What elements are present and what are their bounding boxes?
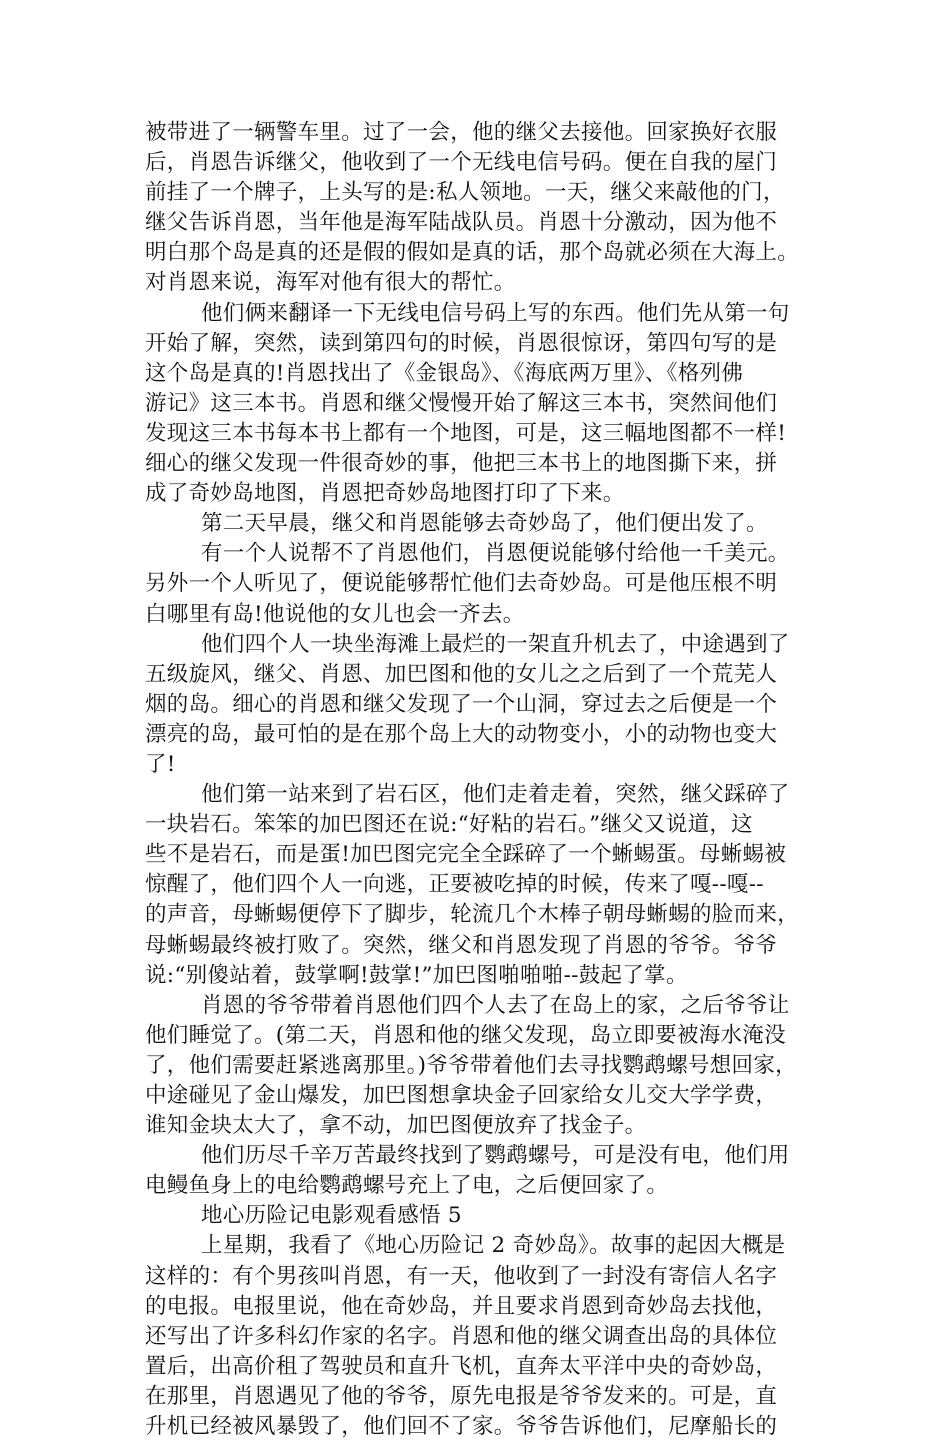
text-line: 游记》这三本书。肖恩和继父慢慢开始了解这三本书，突然间他们 [145,390,778,416]
text-line: 后，肖恩告诉继父，他收到了一个无线电信号码。便在自我的屋门 [145,150,778,176]
text-line: 了! [145,751,176,777]
text-line: 电鳗鱼身上的电给鹦鹉螺号充上了电，之后便回家了。 [145,1173,669,1199]
text-line: 的声音，母蜥蜴便停下了脚步，轮流几个木棒子朝母蜥蜴的脸而来， [145,902,800,928]
text-line: 的电报。电报里说，他在奇妙岛，并且要求肖恩到奇妙岛去找他， [145,1293,778,1319]
text-line: 些不是岩石，而是蛋!加巴图完完全全踩碎了一个蜥蜴蛋。母蜥蜴被 [145,842,787,868]
document-body [145,118,817,1442]
text-line: 惊醒了，他们四个人一向逃，正要被吃掉的时候，传来了嘎--嘎-- [145,872,764,898]
text-line: 说:“别傻站着，鼓掌啊!鼓掌!”加巴图啪啪啪--鼓起了掌。 [145,962,688,988]
text-line: 开始了解，突然，读到第四句的时候，肖恩很惊讶，第四句写的是 [145,330,778,356]
text-line: 他们睡觉了。(第二天，肖恩和他的继父发现，岛立即要被海水淹没 [145,1022,786,1048]
text-line: 还写出了许多科幻作家的名字。肖恩和他的继父调查出岛的具体位 [145,1323,778,1349]
text-line: 母蜥蜴最终被打败了。突然，继父和肖恩发现了肖恩的爷爷。爷爷 [145,932,778,958]
text-line: 另外一个人听见了，便说能够帮忙他们去奇妙岛。可是他压根不明 [145,571,778,597]
text-line: 这个岛是真的!肖恩找出了《金银岛》、《海底两万里》、《格列佛 [145,360,744,386]
text-line: 在那里，肖恩遇见了他的爷爷，原先电报是爷爷发来的。可是，直 [145,1383,778,1409]
text-line: 升机已经被风暴毁了，他们回不了家。爷爷告诉他们，尼摩船长的 [145,1414,778,1440]
paragraph-first-line: 第二天早晨，继父和肖恩能够去奇妙岛了，他们便出发了。 [201,511,768,537]
text-line: 白哪里有岛!他说他的女儿也会一齐去。 [145,601,525,627]
text-line: 谁知金块太大了，拿不动，加巴图便放弃了找金子。 [145,1113,647,1139]
text-line: 前挂了一个牌子，上头写的是:私人领地。一天，继父来敲他的门， [145,180,785,206]
text-line: 对肖恩来说，海军对他有很大的帮忙。 [145,270,516,296]
text-line: 置后，出高价租了驾驶员和直升飞机，直奔太平洋中央的奇妙岛， [145,1353,778,1379]
text-line: 漂亮的岛，最可怕的是在那个岛上大的动物变小，小的动物也变大 [145,721,778,747]
paragraph-first-line: 地心历险记电影观看感悟 5 [201,1203,462,1229]
text-line: 中途碰见了金山爆发，加巴图想拿块金子回家给女儿交大学学费， [145,1083,778,1108]
text-line: 细心的继父发现一件很奇妙的事，他把三本书上的地图撕下来，拼 [145,451,778,477]
text-line: 成了奇妙岛地图，肖恩把奇妙岛地图打印了下来。 [145,481,625,507]
paragraph-first-line: 他们四个人一块坐海滩上最烂的一架直升机去了，中途遇到了 [201,631,790,657]
text-line: 被带进了一辆警车里。过了一会，他的继父去接他。回家换好衣服 [145,120,778,145]
text-line: 烟的岛。细心的肖恩和继父发现了一个山洞，穿过去之后便是一个 [145,691,778,717]
text-line: 五级旋风，继父、肖恩、加巴图和他的女儿之之后到了一个荒芜人 [145,661,778,687]
paragraph-first-line: 他们第一站来到了岩石区，他们走着走着，突然，继父踩碎了 [201,782,790,808]
paragraph-first-line: 有一个人说帮不了肖恩他们，肖恩便说能够付给他一千美元。 [201,541,790,567]
paragraph-first-line: 他们俩来翻译一下无线电信号码上写的东西。他们先从第一句 [201,300,790,326]
text-line: 一块岩石。笨笨的加巴图还在说:“好粘的岩石。”继父又说道，这 [145,812,753,838]
paragraph-first-line: 上星期，我看了《地心历险记 2 奇妙岛》。故事的起因大概是 [201,1233,786,1259]
paragraph-first-line: 肖恩的爷爷带着肖恩他们四个人去了在岛上的家，之后爷爷让 [201,992,790,1018]
text-line: 继父告诉肖恩，当年他是海军陆战队员。肖恩十分激动，因为他不 [145,210,778,236]
text-line: 这样的：有个男孩叫肖恩，有一天，他收到了一封没有寄信人名字 [145,1263,778,1289]
text-line: 发现这三本书每本书上都有一个地图，可是，这三幅地图都不一样! [145,420,787,446]
paragraph-first-line: 他们历尽千辛万苦最终找到了鹦鹉螺号，可是没有电，他们用 [201,1143,790,1169]
text-line: 了，他们需要赶紧逃离那里。)爷爷带着他们去寻找鹦鹉螺号想回家， [145,1052,797,1078]
text-line: 明白那个岛是真的还是假的假如是真的话，那个岛就必须在大海上。 [145,240,800,266]
